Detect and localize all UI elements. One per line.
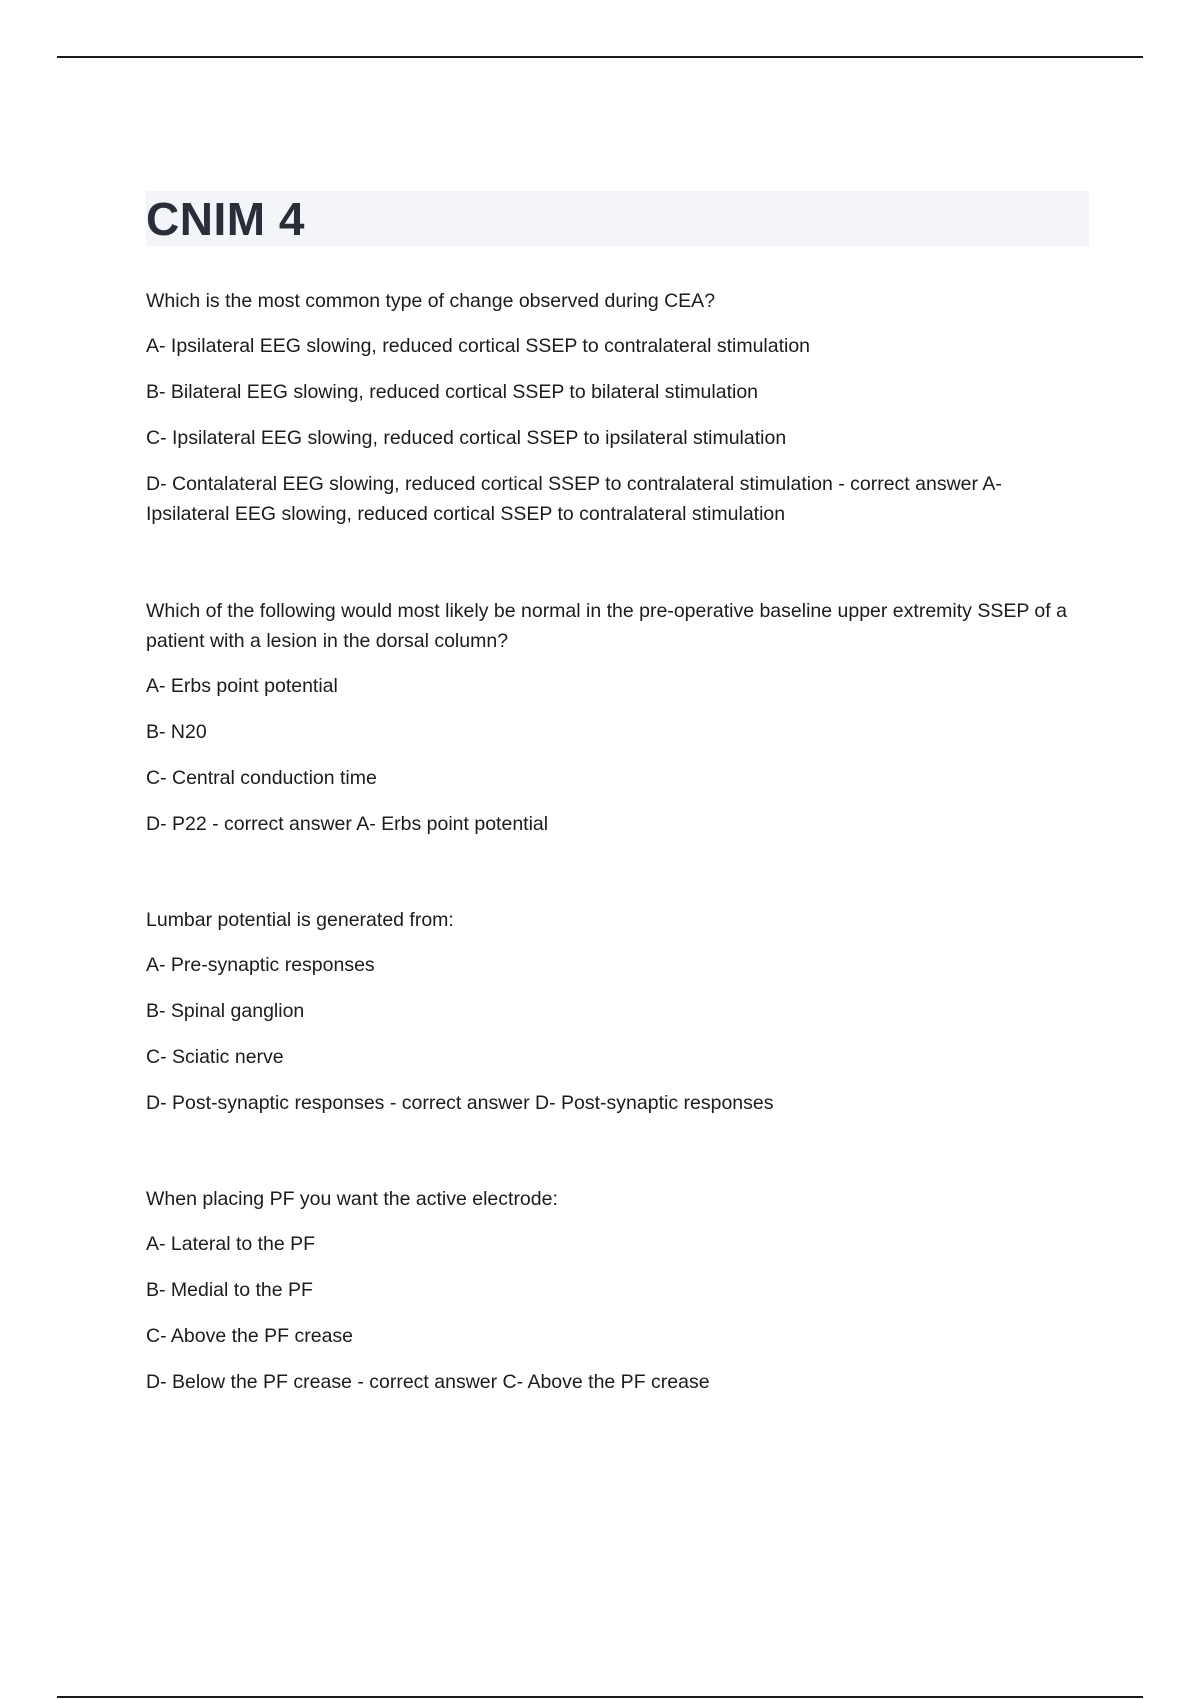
answer-option-c: C- Sciatic nerve (146, 1046, 284, 1068)
question-stem: When placing PF you want the active electrode: (146, 1188, 558, 1210)
answer-option-c: C- Ipsilateral EEG slowing, reduced cortical SSEP to ipsilateral stimulation (146, 427, 787, 449)
question-stem: Which of the following would most likely be normal in the pre-operative baseline upper extremity SSEP of a patient with a lesion in the dorsal column? (146, 600, 1067, 652)
answer-option-d-with-correct-answer: D- Post-synaptic responses - correct answer D- Post-synaptic responses (146, 1092, 774, 1114)
question-stem: Which is the most common type of change observed during CEA? (146, 290, 716, 312)
question-block (146, 286, 1089, 529)
document-title: CNIM 4 (146, 192, 305, 245)
answer-option-a: A- Ipsilateral EEG slowing, reduced cortical SSEP to contralateral stimulation (146, 335, 811, 357)
answer-option-d-with-correct-answer: D- P22 - correct answer A- Erbs point potential (146, 813, 549, 835)
question-block (146, 1184, 1089, 1397)
answer-option-b: B- Medial to the PF (146, 1279, 313, 1301)
answer-option-a: A- Lateral to the PF (146, 1233, 316, 1255)
answer-option-c: C- Central conduction time (146, 767, 377, 789)
question-stem: Lumbar potential is generated from: (146, 909, 454, 931)
question-block (146, 905, 1089, 1118)
answer-option-b: B- Bilateral EEG slowing, reduced cortical SSEP to bilateral stimulation (146, 381, 759, 403)
answer-option-a: A- Pre-synaptic responses (146, 954, 375, 976)
answer-option-b: B- N20 (146, 721, 207, 743)
document-body (146, 191, 1089, 1397)
answer-option-a: A- Erbs point potential (146, 675, 338, 697)
answer-option-c: C- Above the PF crease (146, 1325, 354, 1347)
header-rule (57, 56, 1143, 58)
answer-option-b: B- Spinal ganglion (146, 1000, 305, 1022)
question-block (146, 596, 1089, 839)
footer-rule (57, 1696, 1143, 1698)
title-band (146, 191, 1089, 246)
answer-option-d-with-correct-answer: D- Contalateral EEG slowing, reduced cortical SSEP to contralateral stimulation - correct answer A- Ipsilateral EEG slowing, reduced cortical SSEP to contralateral stimulation (146, 473, 1002, 525)
answer-option-d-with-correct-answer: D- Below the PF crease - correct answer C- Above the PF crease (146, 1371, 710, 1393)
